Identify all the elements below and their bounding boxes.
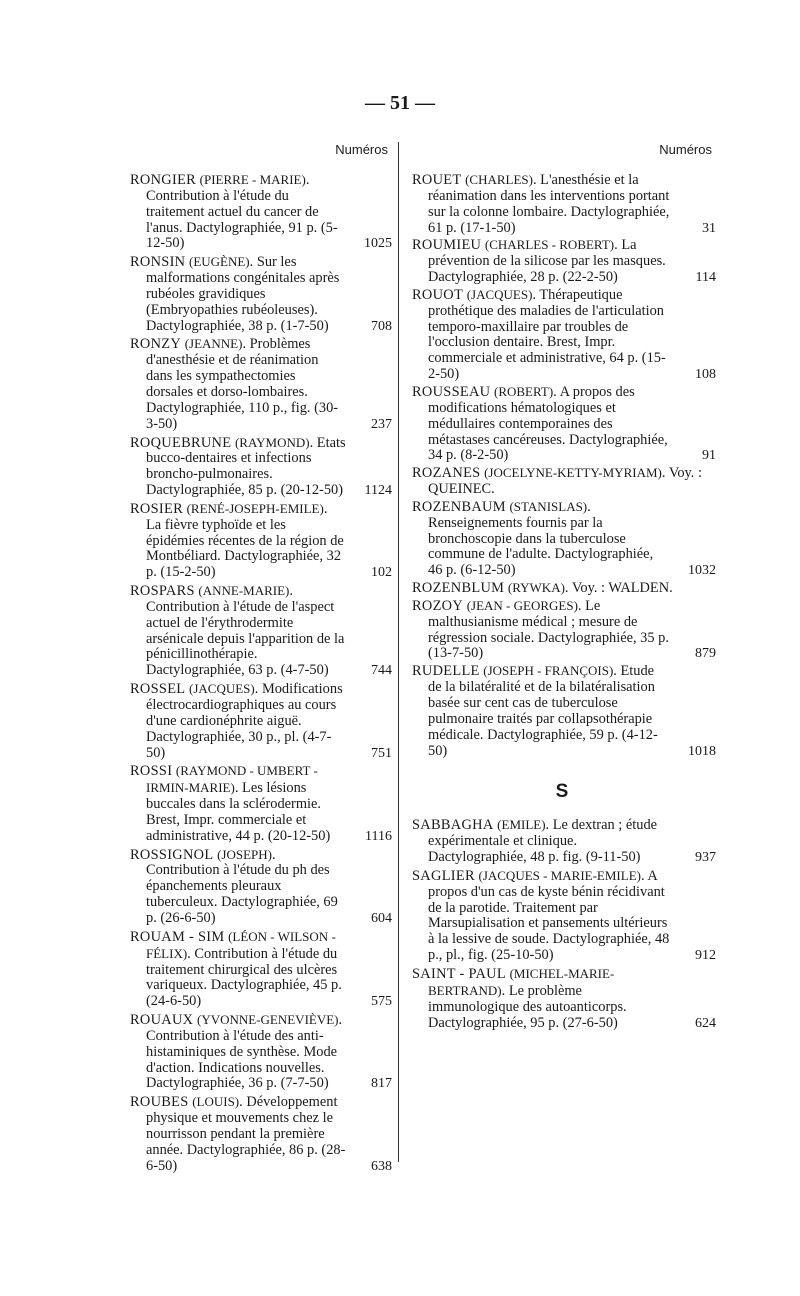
- author-surname: RONSIN: [130, 254, 186, 271]
- author-surname: ROUAM - SIM: [130, 928, 225, 945]
- author-surname: SAGLIER: [412, 867, 475, 884]
- catalog-number: 1025: [364, 236, 392, 252]
- entry-list-left: [130, 172, 392, 1174]
- entry-text: SAGLIER (JACQUES - MARIE-EMILE). A propos d'un cas de kyste bénin récidivant de la parotide. Traitement par Marsupialisation et pansements ultérieurs à la lessive de soude. Dactylographiée, 48 p., pl., fig. (25-10-50): [412, 867, 670, 964]
- index-entry: [130, 928, 392, 1010]
- index-entry: [130, 254, 392, 334]
- entry-text: ROSSI (RAYMOND - UMBERT - IRMIN-MARIE). Les lésions buccales dans la sclérodermie. Brest, Impr. commerciale et administrative, 44 p. (20-12-50): [130, 763, 331, 844]
- index-entry: [412, 465, 712, 498]
- index-entry: [130, 500, 392, 581]
- author-surname: ROUOT: [412, 286, 464, 303]
- index-entry: [412, 817, 716, 866]
- index-entry: [130, 434, 392, 499]
- author-surname: ROSSIGNOL: [130, 846, 214, 863]
- author-given-names: (RAYMOND): [234, 434, 310, 450]
- page-number: — 51 —: [365, 92, 435, 114]
- catalog-number: 1018: [688, 743, 716, 759]
- index-entry: [130, 846, 392, 927]
- author-given-names: (JOSEPH - FRANÇOIS): [483, 663, 614, 679]
- section-letter: S: [555, 781, 569, 803]
- thesis-description: L'anesthésie et la réanimation dans les interventions portant sur la colonne lombaire. Dactylographiée, 61 p. (17-1-50): [428, 172, 670, 236]
- index-entry: [130, 172, 392, 252]
- entry-text: ROSIER (RENÉ-JOSEPH-EMILE). La fièvre typhoïde et les épidémies récentes de la région de Montbéliard. Dactylographiée, 32 p. (15-2-50): [130, 500, 344, 581]
- entry-text: ROZENBAUM (STANISLAS). Renseignements fournis par la bronchoscopie dans la tuberculose commune de l'adulte. Dactylographiée, 46 p. (6-12-50): [412, 498, 654, 579]
- author-given-names: (STANISLAS): [509, 498, 588, 514]
- catalog-number: 638: [371, 1158, 392, 1174]
- index-entry: [412, 383, 716, 464]
- entry-text: ROUSSEAU (ROBERT). A propos des modifications hématologiques et médullaires contemporaines des métastases cancéreuses. Dactylographiée, 34 p. (8-2-50): [412, 383, 668, 464]
- right-column: [412, 142, 716, 1033]
- index-entry: [130, 583, 392, 679]
- author-surname: ROZOY: [412, 597, 464, 614]
- author-surname: ROUMIEU: [412, 237, 482, 254]
- index-entry: [130, 336, 392, 432]
- thesis-description: Sur les malformations congénitales après rubéoles gravidiques (Embryopathies rubéoleuses). Dactylographiée, 38 p. (1-7-50): [146, 254, 340, 334]
- entry-text: ROUOT (JACQUES). Thérapeutique prothétique des maladies de l'articulation temporo-maxillaire par troubles de l'occlusion dentaire. Brest, Impr. commerciale et administrative, 64 p. (15-2-50): [412, 286, 666, 383]
- thesis-description: Modifications électrocardiographiques au cours d'une cardionéphrite aiguë. Dactylographiée, 30 p., pl. (4-7-50): [146, 681, 343, 761]
- author-surname: ROZENBLUM: [412, 580, 505, 597]
- entry-text: ROUMIEU (CHARLES - ROBERT). La prévention de la silicose par les masques. Dactylographiée, 28 p. (22-2-50): [412, 237, 666, 286]
- author-given-names: (JEANNE): [184, 336, 243, 352]
- entry-text: ROSSEL (JACQUES). Modifications électrocardiographiques au cours d'une cardionéphrite aiguë. Dactylographiée, 30 p., pl. (4-7-50): [130, 681, 343, 761]
- catalog-number: 237: [371, 416, 392, 432]
- author-surname: ROSPARS: [130, 583, 195, 600]
- thesis-description: Renseignements fournis par la bronchoscopie dans la tuberculose commune de l'adulte. Dactylographiée, 46 p. (6-12-50): [428, 514, 654, 579]
- author-given-names: (CHARLES): [465, 172, 533, 187]
- thesis-description: Contribution à l'étude du traitement chirurgical des ulcères variqueux. Dactylographiée, 45 p. (24-6-50): [146, 945, 342, 1010]
- catalog-number: 102: [371, 565, 392, 581]
- entry-text: ROQUEBRUNE (RAYMOND). Etats bucco-dentaires et infections broncho-pulmonaires. Dactylographiée, 85 p. (20-12-50): [130, 434, 346, 499]
- author-given-names: (ANNE-MARIE): [198, 583, 290, 599]
- author-surname: ROSIER: [130, 500, 183, 517]
- author-given-names: (ROBERT): [493, 383, 554, 399]
- thesis-description: Les lésions buccales dans la sclérodermie. Brest, Impr. commerciale et administrative, 44 p. (20-12-50): [146, 780, 331, 844]
- index-entry: [412, 663, 716, 759]
- entry-list-right-s: [412, 817, 716, 1031]
- thesis-description: A propos des modifications hématologiques et médullaires contemporaines des métastases cancéreuses. Dactylographiée, 34 p. (8-2-50): [428, 383, 668, 464]
- column-header: Numéros: [659, 142, 712, 157]
- author-given-names: (LOUIS): [192, 1094, 240, 1110]
- catalog-number: 1032: [688, 563, 716, 579]
- index-entry: [412, 286, 716, 383]
- author-given-names: (RYWKA): [507, 580, 565, 596]
- catalog-number: 91: [702, 448, 716, 464]
- catalog-number: 708: [371, 318, 392, 334]
- catalog-number: 817: [371, 1076, 392, 1092]
- index-entry: [130, 681, 392, 761]
- author-surname: ROQUEBRUNE: [130, 434, 232, 451]
- index-entry: [412, 965, 716, 1031]
- author-given-names: (MICHEL-MARIE-BERTRAND): [428, 965, 615, 998]
- author-surname: ROUAUX: [130, 1012, 194, 1029]
- index-entry: [130, 1094, 392, 1174]
- author-given-names: (JACQUES - MARIE-EMILE): [478, 867, 641, 883]
- thesis-description: Développement physique et mouvements chez le nourrisson pendant la première année. Dactylographiée, 86 p. (28-6-50): [146, 1094, 346, 1174]
- thesis-description: A propos d'un cas de kyste bénin récidivant de la parotide. Traitement par Marsupialisation et pansements ultérieurs à la lessive de soude. Dactylographiée, 48 p., pl., fig. (25-10-50): [428, 867, 670, 964]
- catalog-number: 604: [371, 910, 392, 926]
- author-surname: ROSSI: [130, 763, 173, 780]
- author-given-names: (JEAN - GEORGES): [466, 597, 578, 613]
- index-entry: [412, 580, 712, 597]
- thesis-description: La fièvre typhoïde et les épidémies récentes de la région de Montbéliard. Dactylographiée, 32 p. (15-2-50): [146, 516, 344, 581]
- author-given-names: (CHARLES - ROBERT): [484, 237, 615, 253]
- catalog-number: 1116: [365, 828, 392, 844]
- entry-text: SAINT - PAUL (MICHEL-MARIE-BERTRAND). Le problème immunologique des autoanticorps. Dactylographiée, 95 p. (27-6-50): [412, 965, 627, 1031]
- author-given-names: (EUGÈNE): [188, 254, 250, 270]
- index-entry: [130, 763, 392, 844]
- author-surname: ROZANES: [412, 465, 481, 482]
- thesis-description: Contribution à l'étude du ph des épanchements pleuraux tuberculeux. Dactylographiée, 69 p. (26-6-50): [146, 862, 338, 926]
- thesis-description: Problèmes d'anesthésie et de réanimation dans les sympathectomies dorsales et dorso-lombaires. Dactylographiée, 110 p., fig. (30-3-50): [146, 336, 339, 432]
- author-surname: ROUBES: [130, 1094, 189, 1111]
- author-surname: RUDELLE: [412, 663, 480, 680]
- thesis-description: Contribution à l'étude de l'aspect actuel de l'érythrodermite arsénicale depuis l'apparition de la pénicillinothérapie. Dactylographiée, 63 p. (4-7-50): [146, 598, 345, 679]
- author-surname: SAINT - PAUL: [412, 965, 506, 982]
- catalog-number: 114: [695, 270, 716, 286]
- author-given-names: (JOCELYNE-KETTY-MYRIAM): [484, 465, 662, 481]
- author-given-names: (YVONNE-GENEVIÈVE): [196, 1012, 339, 1028]
- column-header: Numéros: [335, 142, 388, 157]
- author-surname: ROUET: [412, 172, 462, 188]
- entry-text: RONGIER (PIERRE - MARIE). Contribution à l'étude du traitement actuel du cancer de l'anus. Dactylographiée, 91 p. (5-12-50): [130, 172, 338, 252]
- thesis-description: Voy. : QUEINEC.: [428, 465, 702, 498]
- catalog-number: 751: [371, 745, 392, 761]
- author-given-names: (RENÉ-JOSEPH-EMILE): [186, 500, 324, 516]
- thesis-description: Le dextran ; étude expérimentale et clinique. Dactylographiée, 48 p. fig. (9-11-50): [428, 817, 658, 866]
- author-given-names: (PIERRE - MARIE): [199, 172, 306, 187]
- author-given-names: (JOSEPH): [217, 846, 272, 862]
- index-entry: [412, 597, 716, 662]
- index-entry: [412, 498, 716, 579]
- author-given-names: (JACQUES): [466, 286, 533, 302]
- thesis-description: Voy. : WALDEN.: [571, 580, 673, 597]
- thesis-description: Thérapeutique prothétique des maladies de l'articulation temporo-maxillaire par troubles de l'occlusion dentaire. Brest, Impr. commerciale et administrative, 64 p. (15-2-50): [428, 286, 666, 383]
- thesis-description: Etude de la bilatéralité et de la bilatéralisation basée sur cent cas de tuberculose pulmonaire traités par collapsothérapie médicale. Dactylographiée, 59 p. (4-12-50): [428, 663, 658, 759]
- author-surname: ROUSSEAU: [412, 383, 491, 400]
- thesis-description: Le problème immunologique des autoanticorps. Dactylographiée, 95 p. (27-6-50): [428, 982, 627, 1031]
- entry-text: RUDELLE (JOSEPH - FRANÇOIS). Etude de la bilatéralité et de la bilatéralisation basée sur cent cas de tuberculose pulmonaire traités par collapsothérapie médicale. Dactylographiée, 59 p. (4-12-50): [412, 663, 658, 759]
- entry-text: RONSIN (EUGÈNE). Sur les malformations congénitales après rubéoles gravidiques (Embryopathies rubéoleuses). Dactylographiée, 38 p. (1-7-50): [130, 254, 340, 334]
- index-entry: [130, 1012, 392, 1092]
- left-column: [130, 142, 392, 1176]
- catalog-number: 31: [702, 220, 716, 236]
- thesis-description: Contribution à l'étude du traitement actuel du cancer de l'anus. Dactylographiée, 91 p. (5-12-50): [146, 187, 338, 252]
- author-given-names: (EMILE): [497, 817, 546, 833]
- thesis-description: Etats bucco-dentaires et infections broncho-pulmonaires. Dactylographiée, 85 p. (20-12-50): [146, 434, 346, 499]
- entry-text: SABBAGHA (EMILE). Le dextran ; étude expérimentale et clinique. Dactylographiée, 48 p. fig. (9-11-50): [412, 817, 658, 866]
- catalog-number: 912: [695, 948, 716, 964]
- author-given-names: (LÉON - WILSON - FÉLIX): [146, 928, 336, 961]
- catalog-number: 744: [371, 663, 392, 679]
- catalog-number: 108: [695, 367, 716, 383]
- author-surname: ROSSEL: [130, 681, 186, 698]
- entry-text: ROUBES (LOUIS). Développement physique et mouvements chez le nourrisson pendant la première année. Dactylographiée, 86 p. (28-6-50): [130, 1094, 346, 1174]
- author-surname: ROZENBAUM: [412, 498, 506, 515]
- catalog-number: 624: [695, 1015, 716, 1031]
- column-divider: [398, 142, 399, 1162]
- author-surname: RONZY: [130, 336, 182, 353]
- thesis-description: Contribution à l'étude des anti-histaminiques de synthèse. Mode d'action. Indications nouvelles. Dactylographiée, 36 p. (7-7-50): [146, 1027, 338, 1092]
- catalog-number: 879: [695, 646, 716, 662]
- catalog-number: 575: [371, 994, 392, 1010]
- entry-text: RONZY (JEANNE). Problèmes d'anesthésie et de réanimation dans les sympathectomies dorsales et dorso-lombaires. Dactylographiée, 110 p., fig. (30-3-50): [130, 336, 339, 432]
- author-surname: RONGIER: [130, 172, 197, 188]
- author-given-names: (RAYMOND - UMBERT - IRMIN-MARIE): [146, 763, 318, 796]
- catalog-number: 1124: [364, 483, 392, 499]
- entry-list-right: [412, 172, 716, 759]
- entry-text: ROZANES (JOCELYNE-KETTY-MYRIAM). Voy. : QUEINEC.: [412, 465, 702, 498]
- index-entry: [412, 867, 716, 964]
- thesis-description: La prévention de la silicose par les masques. Dactylographiée, 28 p. (22-2-50): [428, 237, 666, 286]
- index-entry: [412, 237, 716, 286]
- entry-text: ROUET (CHARLES). L'anesthésie et la réanimation dans les interventions portant sur la colonne lombaire. Dactylographiée, 61 p. (17-1-50): [412, 172, 670, 236]
- entry-text: ROUAM - SIM (LÉON - WILSON - FÉLIX). Contribution à l'étude du traitement chirurgical des ulcères variqueux. Dactylographiée, 45 p. (24-6-50): [130, 928, 342, 1010]
- author-given-names: (JACQUES): [189, 681, 255, 697]
- index-entry: [412, 172, 716, 236]
- entry-text: ROSPARS (ANNE-MARIE). Contribution à l'étude de l'aspect actuel de l'érythrodermite arsénicale depuis l'apparition de la pénicillinothérapie. Dactylographiée, 63 p. (4-7-50): [130, 583, 345, 679]
- catalog-number: 937: [695, 850, 716, 866]
- entry-text: ROUAUX (YVONNE-GENEVIÈVE). Contribution à l'étude des anti-histaminiques de synthèse. Mode d'action. Indications nouvelles. Dactylographiée, 36 p. (7-7-50): [130, 1012, 343, 1092]
- entry-text: ROZOY (JEAN - GEORGES). Le malthusianisme médical ; mesure de régression sociale. Dactylographiée, 35 p. (13-7-50): [412, 597, 669, 662]
- author-surname: SABBAGHA: [412, 817, 494, 834]
- entry-text: ROZENBLUM (RYWKA). Voy. : WALDEN.: [412, 580, 673, 597]
- entry-text: ROSSIGNOL (JOSEPH). Contribution à l'étude du ph des épanchements pleuraux tuberculeux. Dactylographiée, 69 p. (26-6-50): [130, 846, 338, 926]
- thesis-description: Le malthusianisme médical ; mesure de régression sociale. Dactylographiée, 35 p. (13-7-50): [428, 597, 669, 662]
